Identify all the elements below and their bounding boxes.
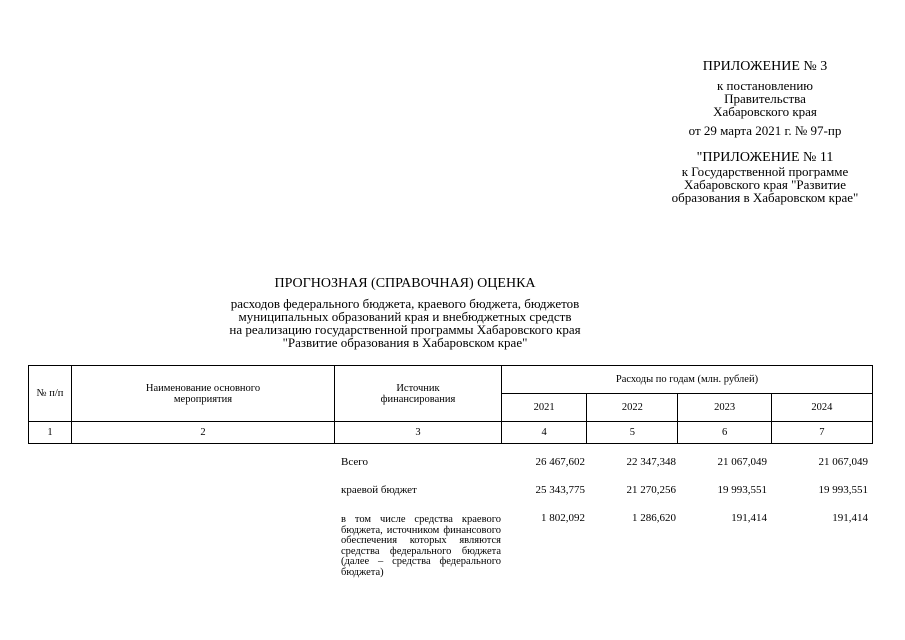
row-label-total: Всего <box>341 456 368 468</box>
appendix-header <box>655 60 875 204</box>
to-resolution: к постановлению <box>716 78 814 93</box>
title-sub-3: на реализацию государственной программы Хабаровского края <box>229 322 581 337</box>
index-cell: 6 <box>678 422 771 444</box>
row-label-federal-share: в том числе средства краевого бюджета, источником финансового обеспечения которых являются средства федерального бюджета (далее – средства федерального бюджета) <box>341 514 501 578</box>
quoted-appendix: "ПРИЛОЖЕНИЕ № 11 <box>696 150 834 165</box>
col-num-header: № п/п <box>29 366 72 422</box>
index-cell: 5 <box>587 422 678 444</box>
index-cell: 7 <box>771 422 872 444</box>
col-source-header: Источник финансирования <box>335 366 502 422</box>
value-cell: 191,414 <box>731 512 767 524</box>
title-sub-4: "Развитие образования в Хабаровском крае" <box>282 335 528 350</box>
year-2021: 2021 <box>502 394 587 422</box>
year-2023: 2023 <box>678 394 771 422</box>
appendix-title: ПРИЛОЖЕНИЕ № 3 <box>702 59 828 74</box>
index-cell: 3 <box>335 422 502 444</box>
value-cell: 22 347,348 <box>626 456 676 468</box>
year-2024: 2024 <box>771 394 872 422</box>
index-cell: 4 <box>502 422 587 444</box>
region: Хабаровского края <box>713 104 817 119</box>
program-line-2: Хабаровского края "Развитие <box>683 177 847 192</box>
value-cell: 1 802,092 <box>541 512 585 524</box>
title-sub-2: муниципальных образований края и внебюджетных средств <box>238 309 572 324</box>
value-cell: 19 993,551 <box>818 484 868 496</box>
col-name-header: Наименование основного мероприятия <box>72 366 335 422</box>
document-title <box>150 277 660 349</box>
value-cell: 1 286,620 <box>632 512 676 524</box>
col-expenses-header: Расходы по годам (млн. рублей) <box>502 366 873 394</box>
value-cell: 26 467,602 <box>535 456 585 468</box>
index-cell: 1 <box>29 422 72 444</box>
row-label-regional: краевой бюджет <box>341 484 417 496</box>
value-cell: 21 067,049 <box>818 456 868 468</box>
expenses-table-header <box>28 365 873 444</box>
government: Правительства <box>724 91 806 106</box>
year-2022: 2022 <box>587 394 678 422</box>
value-cell: 19 993,551 <box>717 484 767 496</box>
value-cell: 25 343,775 <box>535 484 585 496</box>
title-main: ПРОГНОЗНАЯ (СПРАВОЧНАЯ) ОЦЕНКА <box>274 276 536 291</box>
title-sub-1: расходов федерального бюджета, краевого бюджета, бюджетов <box>230 296 580 311</box>
program-line-1: к Государственной программе <box>681 164 849 179</box>
date-line: от 29 марта 2021 г. № 97-пр <box>688 123 842 138</box>
index-cell: 2 <box>72 422 335 444</box>
value-cell: 21 270,256 <box>626 484 676 496</box>
value-cell: 21 067,049 <box>717 456 767 468</box>
program-line-3: образования в Хабаровском крае" <box>671 190 859 205</box>
value-cell: 191,414 <box>832 512 868 524</box>
